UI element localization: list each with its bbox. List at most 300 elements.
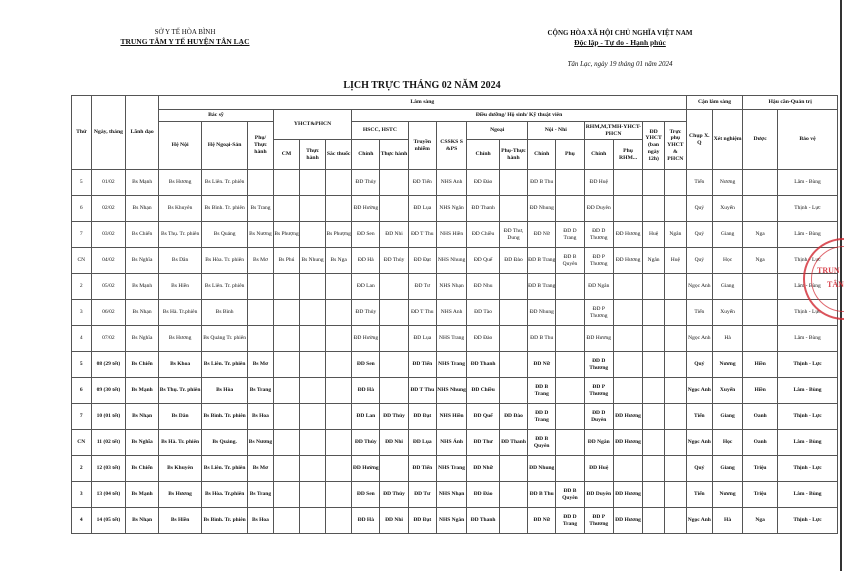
table-cell [300, 300, 326, 326]
table-cell [613, 274, 642, 300]
group-rhm: RHM,M,TMH-YHCT-PHCN [584, 122, 643, 140]
table-cell: Bs Chiến [126, 222, 159, 248]
table-row [72, 508, 838, 534]
table-cell [300, 482, 326, 508]
table-cell: ĐD D Thương [584, 352, 613, 378]
table-cell: ĐD B Quyên [528, 430, 556, 456]
table-cell: ĐD T Thu [408, 300, 436, 326]
col-hscc-chinh: Chính [352, 140, 380, 170]
table-cell: ĐD Đạt [408, 508, 436, 534]
group-bac-sy: Bác sỹ [158, 110, 273, 122]
table-cell: ĐD Lan [352, 404, 380, 430]
table-cell [643, 300, 665, 326]
table-cell [643, 170, 665, 196]
group-lam-sang: Lâm sàng [158, 96, 686, 110]
table-row [72, 482, 838, 508]
col-noi-phu: Phụ [556, 140, 584, 170]
table-cell: ĐD Thanh [467, 508, 500, 534]
table-row [72, 248, 838, 274]
table-cell: ĐD Nhu [467, 274, 500, 300]
table-cell: ĐD Thủy [380, 248, 408, 274]
table-cell: Bs Mơ [247, 352, 273, 378]
group-dieu-duong: Điều dưỡng/ Hộ sinh/ Kỹ thuật viên [352, 110, 687, 122]
table-cell: Bs Hiền [158, 274, 201, 300]
table-cell: Bs Liên. Tr. phiên [202, 352, 248, 378]
table-cell: Nương [712, 352, 742, 378]
table-cell: Bs Mạnh [126, 378, 159, 404]
table-cell: Nga [743, 508, 778, 534]
table-cell: ĐD Duyên [584, 482, 613, 508]
table-cell: Bs Hương [158, 326, 201, 352]
table-cell: Oanh [743, 430, 778, 456]
table-row [72, 404, 838, 430]
table-cell: Bs Nhạn [126, 508, 159, 534]
table-cell: ĐD Thanh [467, 196, 500, 222]
table-cell [326, 482, 352, 508]
table-cell: ĐD Lan [352, 274, 380, 300]
table-cell [273, 404, 299, 430]
table-cell: ĐD Hà [352, 508, 380, 534]
table-cell [743, 196, 778, 222]
table-cell: Bs Hương [158, 170, 201, 196]
table-cell: Thịnh - Lực [778, 508, 838, 534]
table-cell: Bs Trang [247, 482, 273, 508]
group-noi-nhi: Nội - Nhi [528, 122, 584, 140]
table-cell [613, 196, 642, 222]
table-cell: ĐD B Quyên [556, 482, 584, 508]
table-cell: NHS Hiền [436, 222, 466, 248]
group-can-lam-sang: Cận lâm sàng [686, 96, 742, 110]
table-cell [499, 196, 527, 222]
table-cell [300, 326, 326, 352]
table-cell: 3 [72, 300, 92, 326]
col-bao-ve: Bảo vệ [778, 110, 838, 170]
table-cell: ĐD B Trang [528, 248, 556, 274]
table-cell: Nương [712, 170, 742, 196]
table-cell [326, 170, 352, 196]
table-cell [613, 352, 642, 378]
table-cell: ĐD Đào [467, 482, 500, 508]
table-cell [664, 378, 686, 404]
table-cell [613, 170, 642, 196]
table-cell: ĐD B Thu [528, 170, 556, 196]
table-cell [556, 430, 584, 456]
table-cell: Xuyến [712, 196, 742, 222]
table-cell: Bs Chiến [126, 352, 159, 378]
table-row [72, 196, 838, 222]
table-cell: 3 [72, 482, 92, 508]
table-cell [499, 456, 527, 482]
table-cell: Bs Quảng Tr. phiên [202, 326, 248, 352]
table-cell: NHS Nhung [436, 248, 466, 274]
table-cell [326, 274, 352, 300]
table-cell [380, 170, 408, 196]
table-cell: Xuyến [712, 378, 742, 404]
table-cell: Hà [712, 326, 742, 352]
table-cell [664, 274, 686, 300]
table-cell: Tiến [686, 300, 712, 326]
table-cell: 6 [72, 196, 92, 222]
table-cell: Ngân [643, 248, 665, 274]
col-yhct-thuc-hanh: Thực hành [300, 140, 326, 170]
table-cell [499, 378, 527, 404]
table-cell: Bs Hòa. Tr.phiên [202, 482, 248, 508]
table-cell: ĐD Thủy [380, 404, 408, 430]
table-cell [273, 196, 299, 222]
table-cell: Quý [686, 248, 712, 274]
table-cell [664, 508, 686, 534]
table-cell: Triệu [743, 482, 778, 508]
table-cell: Quý [686, 456, 712, 482]
table-cell: Bs Mạnh [126, 274, 159, 300]
table-cell [643, 378, 665, 404]
table-cell [664, 326, 686, 352]
table-cell [643, 326, 665, 352]
col-noi-chinh: Chính [528, 140, 556, 170]
table-cell: Triệu [743, 456, 778, 482]
table-cell: Bs Hà. Tr.phiên [158, 300, 201, 326]
table-cell: Giang [712, 274, 742, 300]
table-cell: ĐD D Trang [556, 508, 584, 534]
table-cell: 12 (03 tết) [91, 456, 126, 482]
table-cell: ĐD Tiến [408, 456, 436, 482]
table-cell: 02/02 [91, 196, 126, 222]
table-cell: 08 (29 tết) [91, 352, 126, 378]
national-title: CỘNG HÒA XÃ HỘI CHỦ NGHĨA VIỆT NAM [547, 29, 693, 37]
table-cell: ĐD Hà [352, 378, 380, 404]
table-cell: Ngọc Anh [686, 326, 712, 352]
table-cell: Bs Hương [158, 482, 201, 508]
parent-org: SỞ Y TẾ HÒA BÌNH [154, 28, 216, 36]
table-cell: ĐD Nhi [380, 222, 408, 248]
table-cell: ĐD Hương [613, 430, 642, 456]
table-cell: CN [72, 248, 92, 274]
table-cell: Quý [686, 222, 712, 248]
group-yhct-phcn: YHCT&PHCN [273, 110, 351, 140]
table-cell: Bs Hòa [202, 378, 248, 404]
table-cell: Hiền [743, 378, 778, 404]
table-cell [247, 170, 273, 196]
table-cell: ĐD Tư [408, 482, 436, 508]
table-cell: ĐD P Thương [584, 508, 613, 534]
table-cell: NHS Nhung [436, 378, 466, 404]
table-cell: NHS Ánh [436, 430, 466, 456]
table-cell: Lâm - Bùng [778, 430, 838, 456]
table-cell: Bs Mạnh [126, 482, 159, 508]
table-cell: ĐD B Thu [528, 482, 556, 508]
table-cell: ĐD Nhi [380, 508, 408, 534]
table-cell: NHS Ngân [436, 508, 466, 534]
table-cell: Bs Dân [158, 404, 201, 430]
table-cell [664, 196, 686, 222]
table-cell [326, 456, 352, 482]
table-cell [499, 170, 527, 196]
table-cell: Ngọc Anh [686, 508, 712, 534]
table-cell [643, 352, 665, 378]
table-cell: Nga [743, 248, 778, 274]
table-cell: Lâm - Bùng [778, 326, 838, 352]
table-cell [300, 352, 326, 378]
table-cell: Thịnh - Lực [778, 248, 838, 274]
table-cell [273, 274, 299, 300]
col-lanh-dao: Lãnh đạo [126, 96, 159, 170]
table-cell [556, 196, 584, 222]
table-cell: 14 (05 tết) [91, 508, 126, 534]
group-ngoai: Ngoại [467, 122, 528, 140]
table-cell: Lâm - Bùng [778, 170, 838, 196]
table-cell [380, 300, 408, 326]
table-cell: ĐD B Trang [528, 378, 556, 404]
table-cell [499, 482, 527, 508]
table-cell: ĐD Nữ [528, 352, 556, 378]
table-cell: ĐD Nhung [528, 196, 556, 222]
table-cell [380, 352, 408, 378]
table-cell [643, 456, 665, 482]
table-cell: Huệ [643, 222, 665, 248]
table-cell: Giang [712, 456, 742, 482]
table-cell [273, 508, 299, 534]
col-ngay: Ngày, tháng [91, 96, 126, 170]
table-cell: ĐD Sen [352, 482, 380, 508]
table-cell: 05/02 [91, 274, 126, 300]
table-cell: ĐD Thủy [352, 300, 380, 326]
table-cell [613, 456, 642, 482]
table-cell: Bs Phú [273, 248, 299, 274]
table-cell: 01/02 [91, 170, 126, 196]
table-cell: 03/02 [91, 222, 126, 248]
table-cell: ĐD Nữ [528, 508, 556, 534]
table-cell: ĐD Tiến [408, 170, 436, 196]
table-cell: Ngân [664, 222, 686, 248]
table-row [72, 378, 838, 404]
col-sac-thuoc: Sắc thuốc [326, 140, 352, 170]
col-truc-phu: Trực phụ YHCT & PHCN [664, 122, 686, 170]
table-cell: Bs Thụ. Tr. phiên [158, 378, 201, 404]
national-header [520, 28, 720, 48]
table-cell: Lâm - Bùng [778, 222, 838, 248]
table-cell: Bs Hiền [158, 508, 201, 534]
table-cell [300, 274, 326, 300]
table-cell [300, 378, 326, 404]
table-cell [273, 300, 299, 326]
table-cell [380, 456, 408, 482]
table-cell: Ngọc Anh [686, 430, 712, 456]
table-cell [499, 508, 527, 534]
col-xet-nghiem: Xét nghiệm [712, 110, 742, 170]
table-cell: ĐD Thư, Dung [499, 222, 527, 248]
table-cell [664, 300, 686, 326]
table-cell [643, 482, 665, 508]
table-cell [643, 430, 665, 456]
table-cell [499, 274, 527, 300]
table-cell: 4 [72, 326, 92, 352]
table-cell: ĐD Ngân [584, 274, 613, 300]
table-cell: ĐD T Thu [408, 378, 436, 404]
table-cell: ĐD Hương [613, 482, 642, 508]
table-cell: ĐD Hương [613, 248, 642, 274]
table-cell: Bs Nghĩa [126, 248, 159, 274]
table-cell: ĐD Hường [352, 326, 380, 352]
table-cell: ĐD Nhung [528, 300, 556, 326]
table-cell: NHS Nhạn [436, 482, 466, 508]
table-cell: Thịnh - Lực [778, 352, 838, 378]
table-cell: Lâm - Bùng [778, 378, 838, 404]
seal-text-2: TÂN [827, 280, 844, 289]
table-cell: ĐD Hương [613, 404, 642, 430]
table-cell: ĐD Hường [352, 456, 380, 482]
table-cell: 7 [72, 222, 92, 248]
table-cell [273, 378, 299, 404]
table-cell [643, 404, 665, 430]
table-cell: ĐD Quế [467, 248, 500, 274]
table-cell: 11 (02 tết) [91, 430, 126, 456]
col-dd-yhct: ĐD YHCT (ban ngày 12h) [643, 122, 665, 170]
table-cell: NHS Trang [436, 352, 466, 378]
table-cell: ĐD D Thương [584, 222, 613, 248]
page-title: LỊCH TRỰC THÁNG 02 NĂM 2024 [343, 80, 501, 91]
col-he-noi: Hệ Nội [158, 122, 201, 170]
table-cell: ĐD Sen [352, 352, 380, 378]
table-cell [326, 196, 352, 222]
table-cell: Bs Bình. Tr. phiên [202, 196, 248, 222]
table-cell [664, 404, 686, 430]
table-cell [300, 404, 326, 430]
table-cell [273, 170, 299, 196]
table-cell: NHS Anh [436, 300, 466, 326]
table-cell: ĐD P Thương [584, 300, 613, 326]
table-cell: Ngọc Anh [686, 378, 712, 404]
table-cell: Thịnh - Lực [778, 196, 838, 222]
table-cell [556, 300, 584, 326]
table-cell: Xuyến [712, 300, 742, 326]
table-row [72, 326, 838, 352]
table-cell: Bs Dân [158, 248, 201, 274]
table-cell: 5 [72, 352, 92, 378]
duty-schedule-table [71, 95, 838, 534]
table-cell: ĐD Huệ [584, 456, 613, 482]
table-cell: Bs Bình. Tr. phiên [202, 508, 248, 534]
table-cell: NHS Trang [436, 456, 466, 482]
table-cell [273, 326, 299, 352]
table-cell [743, 170, 778, 196]
table-cell: ĐD Duyên [584, 196, 613, 222]
table-cell: Tiến [686, 482, 712, 508]
table-cell: Thịnh - Lực [778, 404, 838, 430]
table-cell [326, 300, 352, 326]
col-hscc-thuc-hanh: Thực hành [380, 140, 408, 170]
table-cell [556, 378, 584, 404]
table-cell [380, 378, 408, 404]
table-cell [273, 430, 299, 456]
table-cell: Bs Khuyên [158, 196, 201, 222]
org-header [110, 28, 260, 46]
table-cell: ĐD Hương [613, 222, 642, 248]
table-cell: Giang [712, 222, 742, 248]
table-cell: ĐD Lụa [408, 326, 436, 352]
seal-text-1: TRUN [817, 266, 840, 275]
table-cell: Bs Phượng [326, 222, 352, 248]
table-cell: Bs Khoa [158, 352, 201, 378]
table-cell: Ngọc Anh [686, 274, 712, 300]
table-cell: ĐD Hường [352, 196, 380, 222]
table-cell: Bs Hòa. Tr. phiên [202, 248, 248, 274]
table-cell [247, 274, 273, 300]
table-cell [556, 456, 584, 482]
table-cell: Thịnh - Lực [778, 456, 838, 482]
table-cell [380, 196, 408, 222]
table-cell: Bs Khuyên [158, 456, 201, 482]
table-cell: Bs Mơ [247, 248, 273, 274]
table-cell: 04/02 [91, 248, 126, 274]
table-cell [326, 404, 352, 430]
table-cell: NHS Hiền [436, 404, 466, 430]
table-cell: ĐD Tào [467, 300, 500, 326]
table-cell: 5 [72, 170, 92, 196]
table-cell: ĐD Thư [467, 430, 500, 456]
table-cell: Bs Phượng [273, 222, 299, 248]
table-cell: ĐD Hà [352, 248, 380, 274]
group-hau-can: Hậu cần-Quản trị [743, 96, 838, 110]
table-cell [556, 352, 584, 378]
table-cell: Bs Nhạn [126, 404, 159, 430]
table-cell [273, 482, 299, 508]
table-cell [273, 352, 299, 378]
table-cell: Bs Nương [247, 430, 273, 456]
table-cell: ĐD Hương [584, 326, 613, 352]
table-cell: ĐD Lụa [408, 196, 436, 222]
table-cell: Bs Nghĩa [126, 430, 159, 456]
table-cell: NHS Nhạn [436, 274, 466, 300]
table-cell [300, 430, 326, 456]
table-cell [613, 378, 642, 404]
table-cell: ĐD P Thương [584, 378, 613, 404]
table-cell [499, 352, 527, 378]
org-name: TRUNG TÂM Y TẾ HUYỆN TÂN LẠC [120, 37, 250, 46]
table-cell [326, 430, 352, 456]
table-cell: Thịnh - Lực [778, 300, 838, 326]
table-cell: ĐD Ngân [584, 430, 613, 456]
table-cell: ĐD Chiều [467, 378, 500, 404]
table-cell: ĐD Nhữ [467, 456, 500, 482]
table-cell: CN [72, 430, 92, 456]
table-cell: Bs Mơ [247, 456, 273, 482]
table-cell: 4 [72, 508, 92, 534]
col-rhm-chinh: Chính [584, 140, 613, 170]
table-cell [643, 196, 665, 222]
table-cell: ĐD Hương [613, 508, 642, 534]
table-cell [613, 326, 642, 352]
table-cell: Giang [712, 404, 742, 430]
table-cell: ĐD B Quyên [556, 248, 584, 274]
col-rhm-phu: Phụ RHM... [613, 140, 642, 170]
table-cell: 06/02 [91, 300, 126, 326]
table-cell: ĐD Thanh [467, 352, 500, 378]
table-cell [300, 222, 326, 248]
table-cell: ĐD Đạt [408, 404, 436, 430]
table-cell: Bs Nhạn [126, 196, 159, 222]
table-cell: Oanh [743, 404, 778, 430]
table-cell [613, 300, 642, 326]
table-cell: ĐD Thủy [380, 482, 408, 508]
col-ngoai-chinh: Chính [467, 140, 500, 170]
table-cell [300, 170, 326, 196]
table-cell: ĐD B Trang [528, 274, 556, 300]
table-cell: Hiền [743, 352, 778, 378]
table-cell: Bs Bình. Tr. phiên [202, 404, 248, 430]
table-cell: ĐD D Duyên [584, 404, 613, 430]
col-phu-thuc-hanh: Phụ/ Thực hành [247, 122, 273, 170]
table-cell: ĐD Nhi [380, 430, 408, 456]
